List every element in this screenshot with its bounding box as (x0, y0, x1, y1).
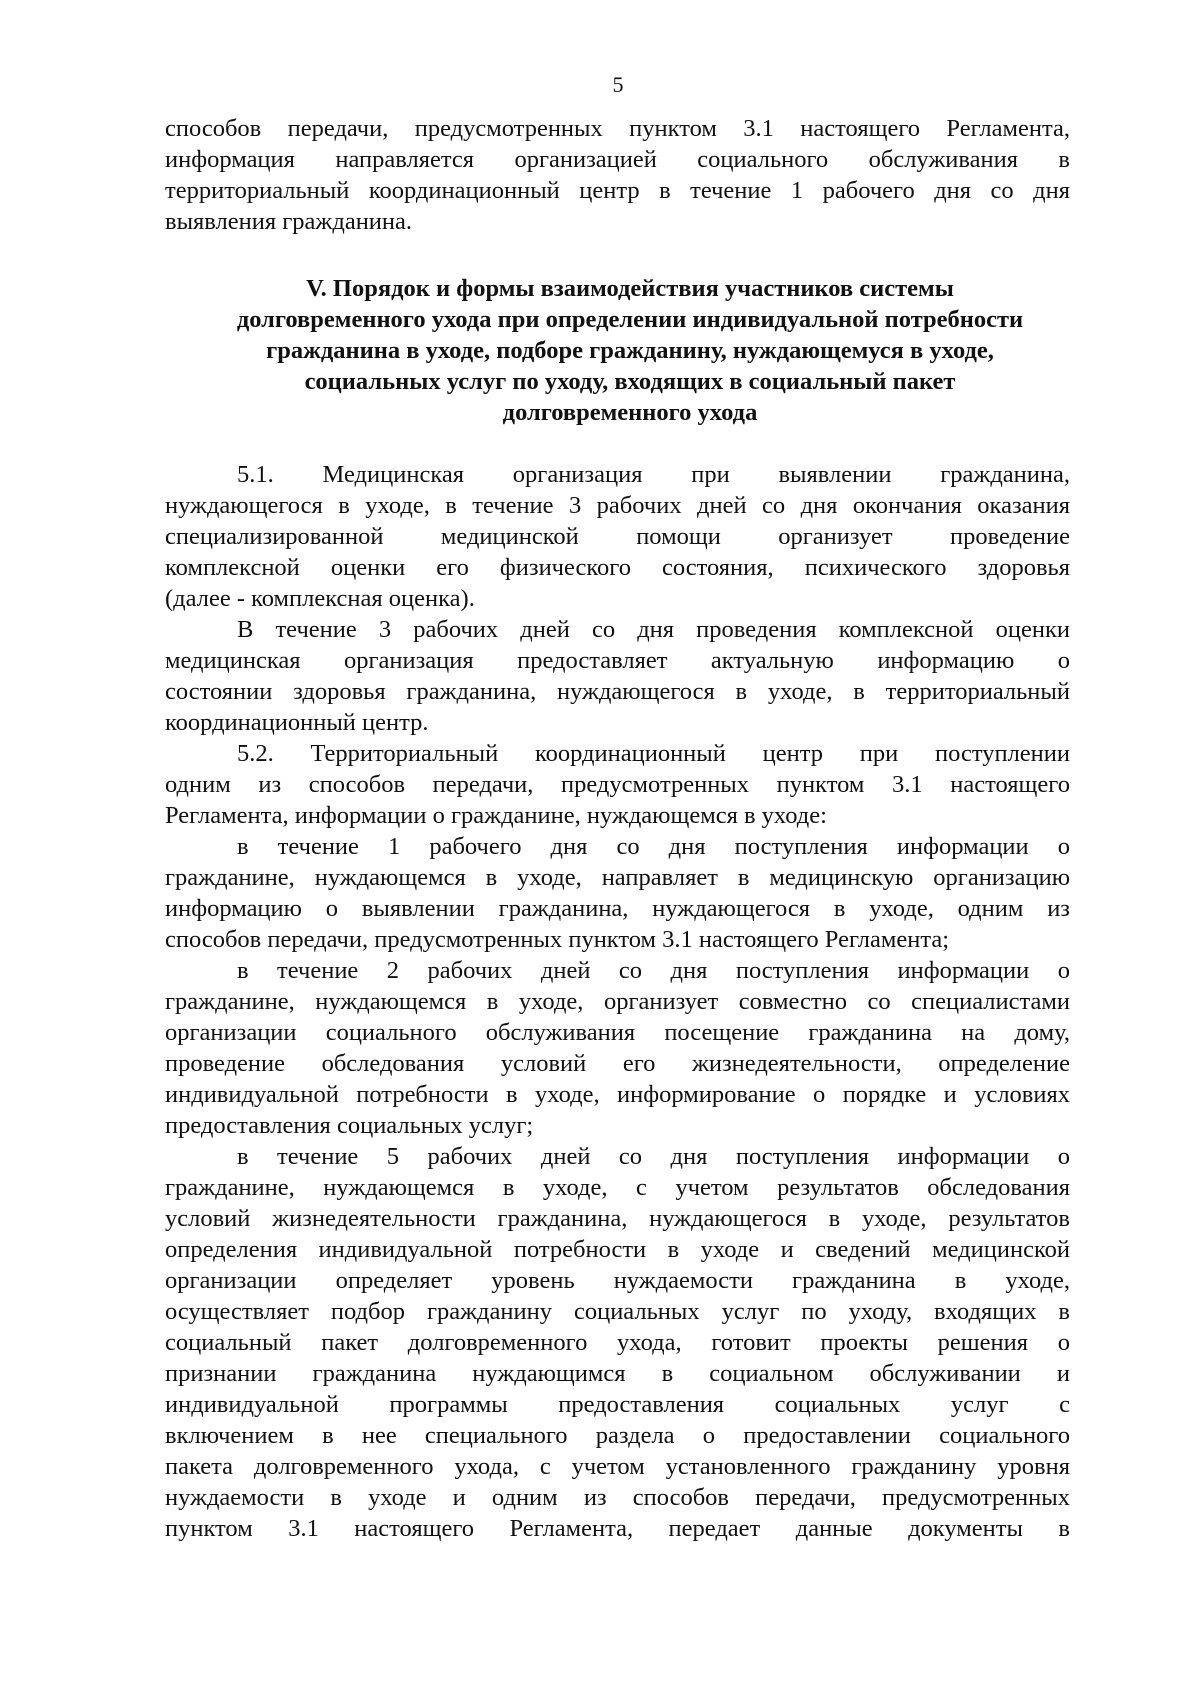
body-line: (далее - комплексная оценка). (165, 585, 475, 612)
body-line: организации определяет уровень нуждаемости гражданина в уходе, (165, 1267, 1070, 1294)
body-line: предоставления социальных услуг; (165, 1112, 534, 1139)
body-line: пакета долговременного ухода, с учетом установленного гражданину уровня (165, 1453, 1070, 1480)
section-heading-line: V. Порядок и формы взаимодействия участников системы (306, 275, 954, 302)
body-line: одним из способов передачи, предусмотренных пунктом 3.1 настоящего (165, 771, 1070, 798)
body-line: 5.2. Территориальный координационный центр при поступлении (237, 740, 1070, 767)
body-line: осуществляет подбор гражданину социальных услуг по уходу, входящих в (165, 1298, 1070, 1325)
body-line: гражданине, нуждающемся в уходе, направляет в медицинскую организацию (165, 864, 1070, 891)
body-line: информацию о выявлении гражданина, нуждающегося в уходе, одним из (165, 895, 1070, 922)
body-line: способов передачи, предусмотренных пунктом 3.1 настоящего Регламента; (165, 926, 950, 953)
body-line: координационный центр. (165, 709, 429, 736)
body-line: гражданине, нуждающемся в уходе, с учетом результатов обследования (165, 1174, 1070, 1201)
body-line: в течение 2 рабочих дней со дня поступления информации о (237, 957, 1070, 984)
intro-line: выявления гражданина. (165, 208, 413, 235)
body-line: нуждаемости в уходе и одним из способов передачи, предусмотренных (165, 1484, 1070, 1511)
body-line: нуждающегося в уходе, в течение 3 рабочих дней со дня окончания оказания (165, 492, 1070, 519)
body-line: организации социального обслуживания посещение гражданина на дому, (165, 1019, 1070, 1046)
intro-line: территориальный координационный центр в течение 1 рабочего дня со дня (165, 177, 1070, 204)
body-line: социальный пакет долговременного ухода, готовит проекты решения о (165, 1329, 1070, 1356)
body-line: Регламента, информации о гражданине, нуждающемся в уходе: (165, 802, 827, 829)
body-line: комплексной оценки его физического состояния, психического здоровья (165, 554, 1070, 581)
section-heading-line: долговременного ухода при определении индивидуальной потребности (236, 306, 1024, 333)
body-line: состоянии здоровья гражданина, нуждающегося в уходе, в территориальный (165, 678, 1070, 705)
section-heading-line: гражданина в уходе, подборе гражданину, нуждающемуся в уходе, (266, 337, 994, 364)
body-line: индивидуальной потребности в уходе, информирование о порядке и условиях (165, 1081, 1070, 1108)
page-number: 5 (612, 72, 624, 97)
body-line: условий жизнедеятельности гражданина, нуждающегося в уходе, результатов (165, 1205, 1070, 1232)
body-line: определения индивидуальной потребности в уходе и сведений медицинской (165, 1236, 1070, 1263)
body-line: включением в нее специального раздела о предоставлении социального (165, 1422, 1070, 1449)
body-line: 5.1. Медицинская организация при выявлении гражданина, (237, 461, 1070, 488)
body-line: в течение 5 рабочих дней со дня поступления информации о (237, 1143, 1070, 1170)
body-line: признании гражданина нуждающимся в социальном обслуживании и (165, 1360, 1070, 1387)
section-heading-line: долговременного ухода (502, 399, 758, 426)
body-line: гражданине, нуждающемся в уходе, организует совместно со специалистами (165, 988, 1070, 1015)
body-line: В течение 3 рабочих дней со дня проведения комплексной оценки (237, 616, 1070, 643)
body-line: в течение 1 рабочего дня со дня поступления информации о (237, 833, 1070, 860)
intro-line: информация направляется организацией социального обслуживания в (165, 146, 1070, 173)
section-heading-line: социальных услуг по уходу, входящих в социальный пакет (304, 368, 956, 395)
body-line: медицинская организация предоставляет актуальную информацию о (165, 647, 1070, 674)
body-line: проведение обследования условий его жизнедеятельности, определение (165, 1050, 1070, 1077)
intro-line: способов передачи, предусмотренных пунктом 3.1 настоящего Регламента, (165, 115, 1070, 142)
body-line: пунктом 3.1 настоящего Регламента, передает данные документы в (165, 1515, 1070, 1542)
body-line: индивидуальной программы предоставления социальных услуг с (165, 1391, 1070, 1418)
body-line: специализированной медицинской помощи организует проведение (165, 523, 1070, 550)
